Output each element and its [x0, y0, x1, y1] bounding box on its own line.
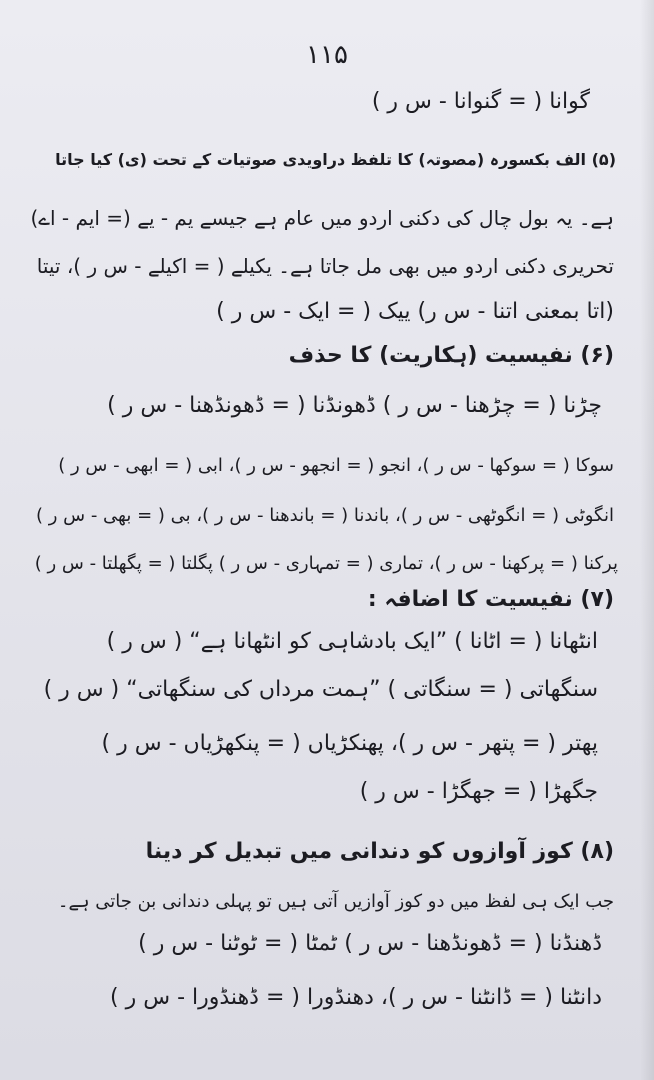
- text-line: انٹھانا ( = اٹانا ) ”ایک بادشاہی کو انٹھانا ہے“ ( س ر ): [106, 629, 598, 654]
- page-number: ۱۱۵: [306, 40, 348, 70]
- section-heading-6: (۶) نفیسیت (ہکاریت) کا حذف: [288, 343, 614, 368]
- text-line: سوکا ( = سوکھا - س ر )، انجو ( = انجھو - س ر )، ابی ( = ابھی - س ر ): [58, 455, 614, 476]
- text-line: جب ایک ہی لفظ میں دو کوز آوازیں آتی ہیں تو پہلی دندانی بن جاتی ہے۔: [57, 891, 614, 912]
- text-line: (اتا بمعنی اتنا - س ر) ییک ( = ایک - س ر ): [216, 299, 614, 324]
- text-line: پرکنا ( = پرکھنا - س ر )، تماری ( = تمہاری - س ر ) پگلتا ( = پگھلتا - س ر ): [34, 553, 618, 574]
- text-line: ڈھنڈنا ( = ڈھونڈھنا - س ر ) ٹمٹا ( = ٹوٹنا - س ر ): [138, 931, 602, 956]
- text-line: گوانا ( = گنوانا - س ر ): [371, 89, 590, 114]
- text-line: تحریری دکنی اردو میں بھی مل جاتا ہے۔ یکیلے ( = اکیلے - س ر )، تیتا: [36, 254, 614, 278]
- section-heading-5: (۵) الف بکسورہ (مصوتہ) کا تلفظ دراویدی صوتیات کے تحت (ی) کیا جاتا: [55, 150, 616, 169]
- text-line: جگھڑا ( = جھگڑا - س ر ): [359, 779, 598, 804]
- text-line: انگوٹی ( = انگوٹھی - س ر )، باندنا ( = باندھنا - س ر )، بی ( = بھی - س ر ): [35, 505, 614, 526]
- text-line: ہے۔ یہ بول چال کی دکنی اردو میں عام ہے جیسے یم - یے (= ایم - اے): [30, 206, 614, 230]
- section-heading-8: (۸) کوز آوازوں کو دندانی میں تبدیل کر دینا: [145, 839, 614, 864]
- text-line: پھتر ( = پتھر - س ر )، پھنکڑیاں ( = پنکھڑیاں - س ر ): [101, 731, 598, 756]
- text-line: سنگھاتی ( = سنگاتی ) ”ہمت مرداں کی سنگھاتی“ ( س ر ): [43, 677, 598, 702]
- text-line: دانٹنا ( = ڈانٹنا - س ر )، دھنڈورا ( = ڈھنڈورا - س ر ): [110, 985, 602, 1010]
- section-heading-7: (۷) نفیسیت کا اضافہ :: [367, 587, 614, 612]
- text-line: چڑنا ( = چڑھنا - س ر ) ڈھونڈنا ( = ڈھونڈھنا - س ر ): [107, 393, 602, 418]
